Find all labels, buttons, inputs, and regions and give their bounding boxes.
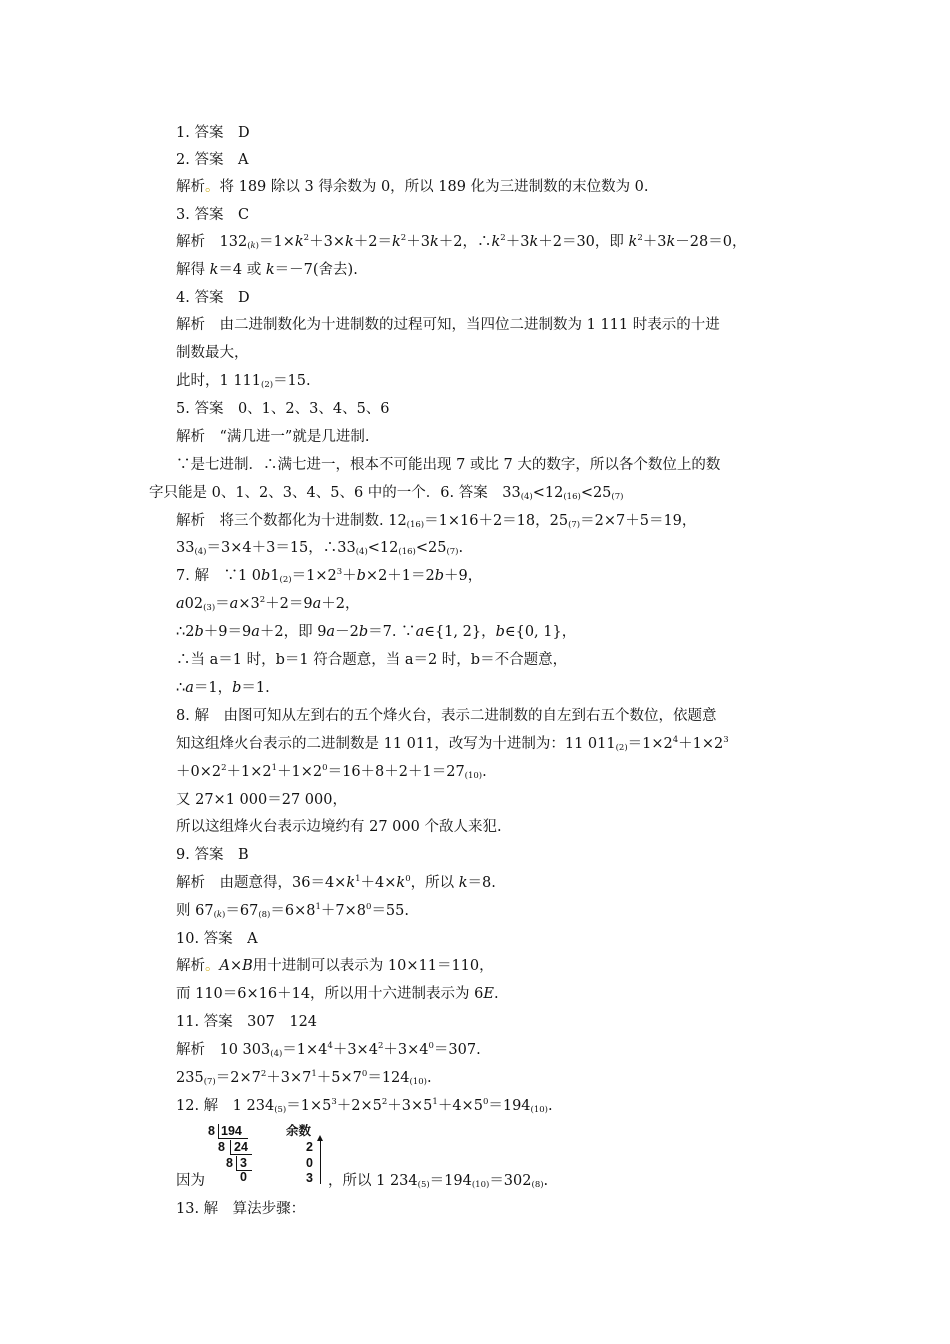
answer-9: 9. 答案 B (176, 847, 249, 863)
remainder-2: 0 (306, 1156, 313, 1170)
short-division-figure (206, 1122, 336, 1186)
solution-7-line4: ∴当 a＝1 时，b＝1 符合题意，当 a＝2 时，b＝不合题意， (176, 652, 568, 668)
solution-7-line3: ∴2b＋9＝9a＋2，即 9a－2b＝7. ∵a∈{1, 2}，b∈{0, 1}， (176, 624, 577, 640)
divisor-1: 8 (208, 1124, 215, 1138)
dividend-4: 0 (240, 1170, 247, 1184)
answer-10: 10. 答案 A (176, 931, 258, 947)
solution-13: 13. 解 算法步骤： (176, 1201, 306, 1217)
answer-11: 11. 答案 307 124 (176, 1014, 318, 1030)
answer-4: 4. 答案 D (176, 290, 250, 306)
explanation-5-line3: 字只能是 0、1、2、3、4、5、6 中的一个．6. 答案 $33_{(4)}<12_{(16)}<25_{(7)}$ (149, 485, 624, 502)
dividend-2: 24 (234, 1140, 248, 1154)
solution-8-line4: 又 27×1 000＝27 000， (176, 792, 347, 808)
answer-1: 1. 答案 D (176, 125, 250, 141)
explanation-10-line2: 而 110＝6×16＋14，所以用十六进制表示为 6E. (176, 986, 499, 1002)
division-rule (230, 1154, 252, 1155)
remainder-1: 2 (306, 1140, 313, 1154)
explanation-6-line1: 解析 将三个数都化为十进制数. $12_{(16)}=1\times 16+2=18$，$25_{(7)}=2\times 7+5=19$， (176, 513, 697, 530)
solution-8-line5: 所以这组烽火台表示边境约有 27 000 个敌人来犯. (176, 819, 502, 835)
remainder-header: 余数 (286, 1124, 312, 1138)
solution-7-line2: $a02_{(3)}=a\times 3^2+2=9a+2$， (176, 595, 360, 613)
solution-8-line3: $+0\times 2^2+1\times 2^1+1\times 2^0=16+8+2+1=27_{(10)}$. (176, 763, 487, 781)
explanation-4-line3: 此时，1 $111_{(2)}=15$. (176, 373, 311, 390)
divisor-2: 8 (218, 1140, 225, 1154)
division-bracket (230, 1140, 231, 1154)
explanation-5-line1: 解析 “满几进一”就是几进制. (176, 429, 370, 445)
solution-7-line1: 7. 解 ∵1 $0b1_{(2)}=1\times 2^3+b\times 2+1=2b+9$， (176, 567, 483, 585)
explanation-5-line2: ∵是七进制．∴满七进一，根本不可能出现 7 或比 7 大的数字，所以各个数位上的数 (176, 457, 721, 473)
divisor-3: 8 (226, 1156, 233, 1170)
solution-12-line1: 12. 解 1 $234_{(5)}=1\times 5^3+2\times 5^2+3\times 5^1+4\times 5^0=194_{(10)}$. (176, 1097, 553, 1115)
explanation-2: 解析。将 189 除以 3 得余数为 0，所以 189 化为三进制数的末位数为 0. (176, 179, 649, 195)
explanation-10-line1: 解析。A×B用十进制可以表示为 10×11＝110， (176, 958, 494, 974)
answer-2: 2. 答案 A (176, 152, 249, 168)
explanation-9-line1: 解析 由题意得，$36=4\times k^1+4\times k^0$，所以 k＝8. (176, 874, 496, 891)
solution-7-line5: ∴a＝1，b＝1. (176, 680, 270, 696)
division-bracket (218, 1124, 219, 1138)
explanation-9-line2: 则 $67_{(k)}=67_{(8)}=6\times 8^1+7\times 8^0=55$. (176, 902, 409, 920)
solution-8-line2: 知这组烽火台表示的二进制数是 11 011，改写为十进制为：11 $011_{(2)}=1\times 2^4+1\times 2^3$ (176, 735, 729, 753)
solution-12-result: ，所以 1 $234_{(5)}=194_{(10)}=302_{(8)}$. (328, 1173, 549, 1190)
dividend-3: 3 (240, 1156, 247, 1170)
explanation-11-line1: 解析 10 $303_{(4)}=1\times 4^4+3\times 4^2+3\times 4^0=307$. (176, 1041, 481, 1059)
explanation-4-line1: 解析 由二进制数化为十进制数的过程可知，当四位二进制数为 1 111 时表示的十进 (176, 317, 720, 333)
remainder-3: 3 (306, 1171, 313, 1185)
dividend-1: 194 (221, 1124, 242, 1138)
explanation-3-line1: 解析 $132_{(k)}=1\times k^2+3\times k+2=k^2+3k+2$，$\therefore k^2+3k+2=30$，即 $k^2+3k-28=0$， (176, 233, 747, 251)
answer-3: 3. 答案 C (176, 207, 250, 223)
up-arrow-icon (320, 1140, 321, 1184)
explanation-4-line2: 制数最大， (176, 345, 249, 361)
explanation-3-line2: 解得 k＝4 或 k＝－7(舍去). (176, 262, 358, 278)
explanation-11-line2: $235_{(7)}=2\times 7^2+3\times 7^1+5\times 7^0=124_{(10)}$. (176, 1069, 432, 1087)
division-bracket (236, 1156, 237, 1170)
solution-8-line1: 8. 解 由图可知从左到右的五个烽火台，表示二进制数的自左到右五个数位，依题意 (176, 708, 717, 724)
division-rule (218, 1138, 248, 1139)
solution-12-because: 因为 (176, 1173, 205, 1189)
explanation-6-line2: $33_{(4)}=3\times 4+3=15$，$\therefore 33_{(4)}<12_{(16)}<25_{(7)}$. (176, 540, 464, 557)
answer-5: 5. 答案 0、1、2、3、4、5、6 (176, 401, 390, 417)
